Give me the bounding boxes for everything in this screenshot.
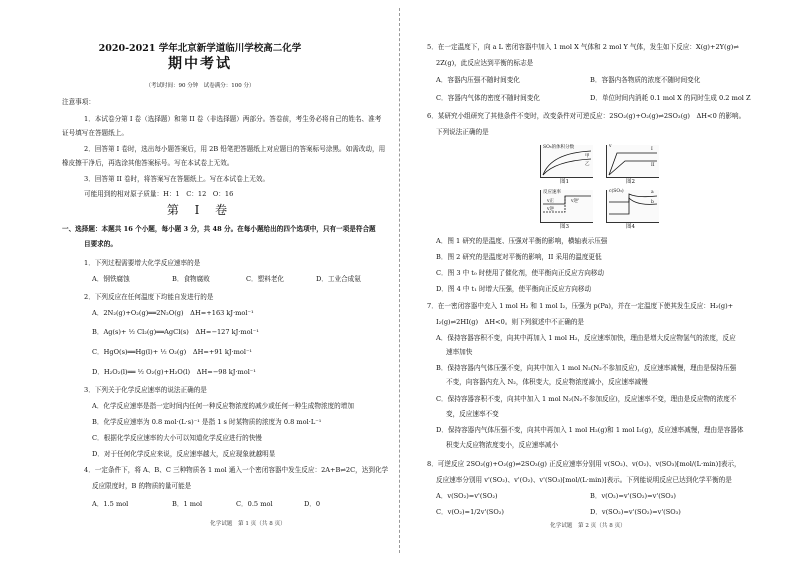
q1-option-a: A．钢铁腐蚀 (92, 275, 130, 283)
q2-option-b: B．Ag(s)+ ½ Cl₂(g)══AgCl(s) ΔH=−127 kJ·mol⁻¹ (92, 328, 259, 336)
graph-caption: 图3 (560, 224, 569, 230)
q1-option-b: B．食物腐败 (172, 275, 210, 283)
q5-stem: 5．在一定温度下，向 a L 密闭容器中加入 1 mol X 气体和 2 mol Y 气体，发生如下反应：X(g)+2Y(g)⇌ (427, 43, 739, 51)
graph-series-label: II (651, 163, 655, 168)
q5-stem-cont: 2Z(g)，此反应达到平衡的标志是 (436, 59, 534, 67)
q4-option-b: B．1 mol (172, 500, 203, 508)
q5-option-b: B．容器内各物质的浓度不随时间变化 (590, 76, 701, 84)
note-line: 2．回答第 I 卷时，选出每小题答案后，用 2B 铅笔把答题纸上对应题目的答案标号涂黑。如需改动，用 (84, 145, 386, 153)
q8-option-a: A．v(SO₂)=v'(SO₂) (436, 492, 498, 500)
q3-option-b: B．化学反应速率为 0.8 mol·(L·s)⁻¹ 是指 1 s 时某物质的浓度为 0.8 mol·L⁻¹ (92, 418, 322, 426)
graph-series-label: 甲 (585, 154, 590, 159)
graph-series-label: b (651, 200, 654, 205)
q7-option-b: B．保持容器内气体压强不变，向其中加入 1 mol N₂(N₂不参加反应)，反应速率减慢，理由是保持压强 (436, 364, 737, 372)
instruction-line: 目要求的。 (84, 240, 117, 248)
graph-series-label: a (651, 190, 654, 195)
q4-option-a: A．1.5 mol (92, 500, 129, 508)
graph-caption: 图2 (626, 179, 635, 185)
q4-stem: 4．一定条件下，将 A、B、C 三种物质各 1 mol 通入一个密闭容器中发生反应：2A+B⇌2C，达到化学 (84, 466, 389, 474)
q7-stem-cont: I₂(g)⇌2HI(g) ΔH<0。则下列叙述中不正确的是 (436, 318, 585, 326)
graph-series-label: v逆 (547, 207, 555, 212)
q5-option-a: A．容器内压强不随时间变化 (436, 76, 520, 84)
q7-option-b-cont: 不变，向容器内充入 N₂，体积变大，反应物浓度减小，反应速率减慢 (446, 378, 648, 386)
q7-option-c: C．保持容器容积不变，向其中加入 1 mol N₂(N₂不参加反应)，反应速率不变，理由是反应物的浓度不 (436, 395, 737, 403)
q4-option-c: C．0.5 mol (236, 500, 273, 508)
exam-subtitle: 期中考试 (168, 56, 232, 72)
q6-option-a: A．图 1 研究的是温度、压强对平衡的影响，横轴表示压强 (436, 237, 608, 245)
q7-option-c-cont: 变，反应速率不变 (446, 410, 499, 418)
q2-stem: 2．下列反应在任何温度下均能自发进行的是 (84, 293, 214, 301)
q3-option-a: A．化学反应速率是指一定时间内任何一种反应物浓度的减少或任何一种生成物浓度的增加 (92, 402, 354, 410)
q7-stem: 7．在一密闭容器中充入 1 mol H₂ 和 1 mol I₂，压强为 p(Pa)，并在一定温度下使其发生反应：H₂(g)+ (427, 302, 734, 310)
q5-option-d: D．单位时间内消耗 0.1 mol X 的同时生成 0.2 mol Z (590, 94, 751, 102)
q7-option-d-cont: 积变大反应物浓度变小，反应速率减小 (446, 441, 559, 449)
graph-series-label: v正 (547, 199, 555, 204)
graph-caption: 图4 (626, 224, 635, 230)
q6-graph-2 (606, 145, 659, 178)
q8-option-b: B．v(O₂)=v'(SO₂)=v'(SO₃) (590, 492, 676, 500)
q2-option-d: D．H₂O₂(l)══ ½ O₂(g)+H₂O(l) ΔH=−98 kJ·mol⁻¹ (92, 368, 256, 376)
q2-option-a: A．2N₂(g)+O₂(g)══2N₂O(g) ΔH=+163 kJ·mol⁻¹ (92, 309, 254, 317)
q6-stem: 6．某研究小组研究了其他条件不变时，改变条件对可逆反应：2SO₂(g)+O₂(g)⇌2SO₃(g) ΔH<0 的影响。 (427, 112, 746, 120)
instruction-line: 一、选择题：本题共 16 个小题，每小题 3 分，共 48 分。在每小题给出的四个选项中，只有一项是符合题 (62, 225, 376, 233)
graph-series-label: I (651, 147, 653, 152)
graph-ylabel: SO₃的体积分数 (543, 145, 575, 150)
q1-stem: 1．下列过程需要增大化学反应速率的是 (84, 259, 201, 267)
graph-series-label: 乙 (585, 162, 590, 167)
q6-option-b: B．图 2 研究的是温度对平衡的影响，II 采用的温度更低 (436, 253, 602, 261)
q6-graph-4 (606, 190, 659, 223)
q3-stem: 3．下列关于化学反应速率的说法正确的是 (84, 386, 207, 394)
q6-option-c: C．图 3 中 t₀ 时使用了催化剂，使平衡向正反应方向移动 (436, 269, 604, 277)
q6-graph-1 (540, 145, 593, 178)
q7-option-a-cont: 速率加快 (446, 348, 473, 356)
page-footer: 化学试题 第 1 页（共 8 页） (210, 521, 286, 527)
q8-option-d: D．v(SO₂)=v'(SO₂)=v'(SO₃) (590, 508, 681, 516)
right-column (400, 0, 794, 561)
q1-option-c: C．塑料老化 (246, 275, 285, 283)
page-footer: 化学试题 第 2 页（共 8 页） (550, 523, 626, 529)
q6-option-d: D．图 4 中 t₁ 时增大压强，使平衡向正反应方向移动 (436, 285, 592, 293)
q8-stem: 8．可逆反应 2SO₂(g)+O₂(g)⇌2SO₃(g) 正反应速率分别用 v(SO₂)、v(O₂)、v(SO₃)[mol/(L·min)]表示， (427, 460, 741, 468)
q4-option-d: D．0 (304, 500, 321, 508)
note-line: 橡皮擦干净后，再选涂其他答案标号。写在本试卷上无效。 (62, 159, 234, 167)
q6-graph-3 (540, 190, 593, 223)
q3-option-d: D．对于任何化学反应来说，反应速率越大，反应现象就越明显 (92, 450, 276, 458)
note-line: 1．本试卷分第 I 卷（选择题）和第 II 卷（非选择题）两部分。答卷前，考生务必将自己的姓名、准考 (84, 115, 382, 123)
note-line: 可能用到的相对原子质量：H：1 C：12 O：16 (84, 190, 234, 198)
exam-title: 2020-2021 学年北京新学道临川学校高二化学 (98, 43, 302, 54)
q1-option-d: D．工业合成氨 (316, 275, 361, 283)
graph-ylabel: c(SO₃) (609, 189, 624, 194)
q5-option-c: C．容器内气体的密度不随时间变化 (436, 94, 540, 102)
q8-option-c: C．v(O₂)=1/2v'(SO₂) (436, 508, 504, 516)
q4-stem-cont: 反应限度时，B 的物质的量可能是 (92, 482, 192, 490)
q7-option-d: D．保持容器内气体压强不变，向其中再加入 1 mol H₂(g)和 1 mol I₂(g)，反应速率减慢，理由是容器体 (436, 426, 744, 434)
graph-ylabel: v (609, 144, 612, 149)
q3-option-c: C．根据化学反应速率的大小可以知道化学反应进行的快慢 (92, 434, 262, 442)
notes-title: 注意事项： (62, 98, 95, 106)
note-line: 3．回答第 II 卷时，将答案写在答题纸上。写在本试卷上无效。 (84, 175, 270, 183)
graph-ylabel: 反应速率 (543, 190, 561, 195)
note-line: 证号填写在答题纸上。 (62, 129, 128, 137)
exam-info: （考试时间：90 分钟 试卷满分：100 分） (145, 83, 255, 89)
q2-option-c: C．HgO(s)══Hg(l)+ ½ O₂(g) ΔH=+91 kJ·mol⁻¹ (92, 348, 253, 356)
graph-series-label: v逆' (571, 199, 580, 204)
q8-stem-cont: 反应速率分别用 v'(SO₂)、v'(O₂)、v'(SO₃)[mol/(L·min)]表示。下列能说明反应已达到化学平衡的是 (436, 476, 732, 484)
graph-caption: 图1 (560, 179, 569, 185)
q6-stem-cont: 下列说法正确的是 (436, 128, 489, 136)
q7-option-a: A．保持容器容积不变，向其中再加入 1 mol H₂，反应速率加快，理由是增大反应物氢气的浓度，反应 (436, 334, 736, 342)
section-title: 第 I 卷 (166, 203, 234, 217)
